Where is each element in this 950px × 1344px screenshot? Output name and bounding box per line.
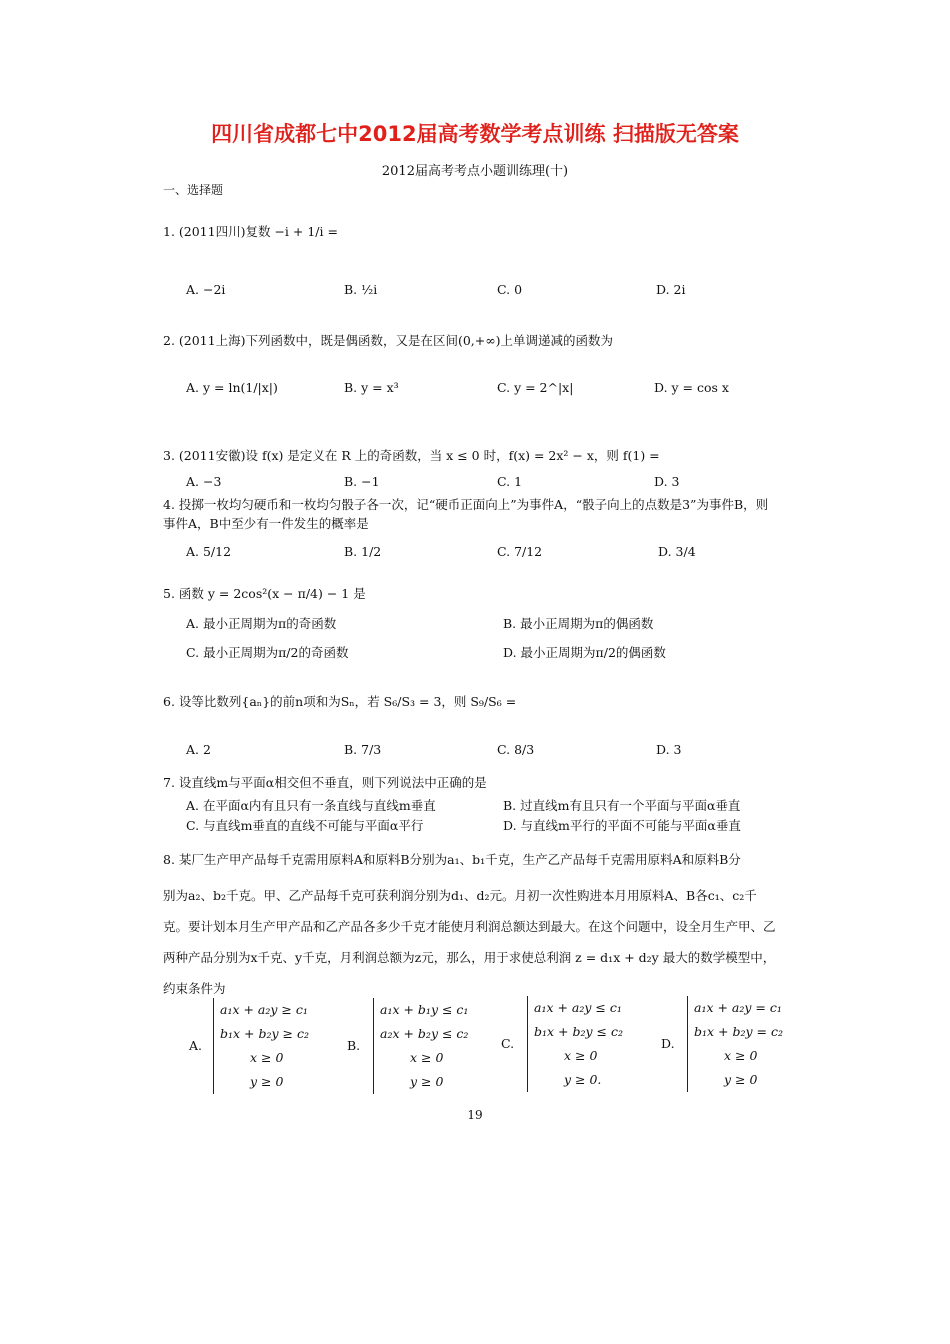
page-number: 19 — [467, 1108, 483, 1122]
question-8-line-1: 别为a₂、b₂千克。甲、乙产品每千克可获利润分别为d₁、d₂元。月初一次性购进本月用原料A、B各c₁、c₂千 — [163, 888, 757, 903]
q5-option-c: C. 最小正周期为π/2的奇函数 — [186, 645, 349, 660]
q8-option-d-label: D. — [661, 1036, 675, 1051]
q4-option-c: C. 7/12 — [497, 544, 543, 559]
q8-option-a-label: A. — [189, 1038, 203, 1053]
q8-option-b-system: a₁x + b₁y ≤ c₁ a₂x + b₂y ≤ c₂ x ≥ 0 y ≥ 0 — [373, 998, 468, 1094]
q6-option-d: D. 3 — [656, 742, 682, 757]
q2-option-a: A. y = ln(1/|x|) — [186, 380, 278, 395]
q2-option-c: C. y = 2^|x| — [497, 380, 574, 395]
question-8-line-4: 约束条件为 — [163, 981, 226, 996]
question-7-stem: 7. 设直线m与平面α相交但不垂直，则下列说法中正确的是 — [163, 775, 487, 790]
question-4-stem-cont: 事件A，B中至少有一件发生的概率是 — [163, 516, 369, 531]
q6-option-a: A. 2 — [186, 742, 211, 757]
q8-option-c-system: a₁x + a₂y ≤ c₁ b₁x + b₂y ≤ c₂ x ≥ 0 y ≥ 0. — [527, 996, 623, 1092]
q7-option-a: A. 在平面α内有且只有一条直线与直线m垂直 — [186, 798, 436, 813]
question-1-stem: 1. (2011四川)复数 −i + 1/i = — [163, 224, 338, 239]
question-2-stem: 2. (2011上海)下列函数中，既是偶函数，又是在区间(0,+∞)上单调递减的函数为 — [163, 333, 614, 348]
q6-option-c: C. 8/3 — [497, 742, 535, 757]
q2-option-d: D. y = cos x — [654, 380, 729, 395]
q5-option-d: D. 最小正周期为π/2的偶函数 — [503, 645, 666, 660]
q7-option-c: C. 与直线m垂直的直线不可能与平面α平行 — [186, 818, 424, 833]
question-3-stem: 3. (2011安徽)设 f(x) 是定义在 R 上的奇函数，当 x ≤ 0 时，f(x) = 2x² − x，则 f(1) = — [163, 448, 660, 463]
q3-option-d: D. 3 — [654, 474, 680, 489]
q3-option-b: B. −1 — [344, 474, 380, 489]
subtitle: 2012届高考考点小题训练理(十) — [381, 164, 569, 179]
q1-option-c: C. 0 — [497, 282, 523, 297]
q8-option-d-system: a₁x + a₂y = c₁ b₁x + b₂y = c₂ x ≥ 0 y ≥ 0 — [687, 996, 783, 1092]
q3-option-a: A. −3 — [186, 474, 222, 489]
page-title: 四川省成都七中2012届高考数学考点训练 扫描版无答案 — [211, 122, 739, 146]
q8-option-c-label: C. — [501, 1036, 515, 1051]
question-8-stem: 8. 某厂生产甲产品每千克需用原料A和原料B分别为a₁、b₁千克，生产乙产品每千克需用原料A和原料B分 — [163, 852, 741, 867]
q4-option-b: B. 1/2 — [344, 544, 382, 559]
question-6-stem: 6. 设等比数列{aₙ}的前n项和为Sₙ，若 S₆/S₃ = 3，则 S₉/S₆ = — [163, 694, 517, 709]
q1-option-b: B. ½i — [344, 282, 378, 297]
q1-option-d: D. 2i — [656, 282, 686, 297]
q3-option-c: C. 1 — [497, 474, 523, 489]
q6-option-b: B. 7/3 — [344, 742, 382, 757]
section-heading: 一、选择题 — [163, 183, 224, 197]
question-4-stem: 4. 投掷一枚均匀硬币和一枚均匀骰子各一次，记“硬币正面向上”为事件A，“骰子向上的点数是3”为事件B，则 — [163, 497, 769, 512]
q8-option-b-label: B. — [347, 1038, 361, 1053]
q1-option-a: A. −2i — [186, 282, 226, 297]
q2-option-b: B. y = x³ — [344, 380, 399, 395]
q8-option-a-system: a₁x + a₂y ≥ c₁ b₁x + b₂y ≥ c₂ x ≥ 0 y ≥ 0 — [213, 998, 309, 1094]
q5-option-a: A. 最小正周期为π的奇函数 — [186, 616, 337, 631]
question-8-line-3: 两种产品分别为x千克、y千克，月利润总额为z元，那么，用于求使总利润 z = d₁x + d₂y 最大的数学模型中， — [163, 950, 776, 965]
question-8-line-2: 克。要计划本月生产甲产品和乙产品各多少千克才能使月利润总额达到最大。在这个问题中，设全月生产甲、乙 — [163, 919, 776, 934]
q4-option-a: A. 5/12 — [186, 544, 232, 559]
q5-option-b: B. 最小正周期为π的偶函数 — [503, 616, 654, 631]
q7-option-d: D. 与直线m平行的平面不可能与平面α垂直 — [503, 818, 741, 833]
q4-option-d: D. 3/4 — [658, 544, 696, 559]
question-5-stem: 5. 函数 y = 2cos²(x − π/4) − 1 是 — [163, 586, 366, 601]
q7-option-b: B. 过直线m有且只有一个平面与平面α垂直 — [503, 798, 741, 813]
